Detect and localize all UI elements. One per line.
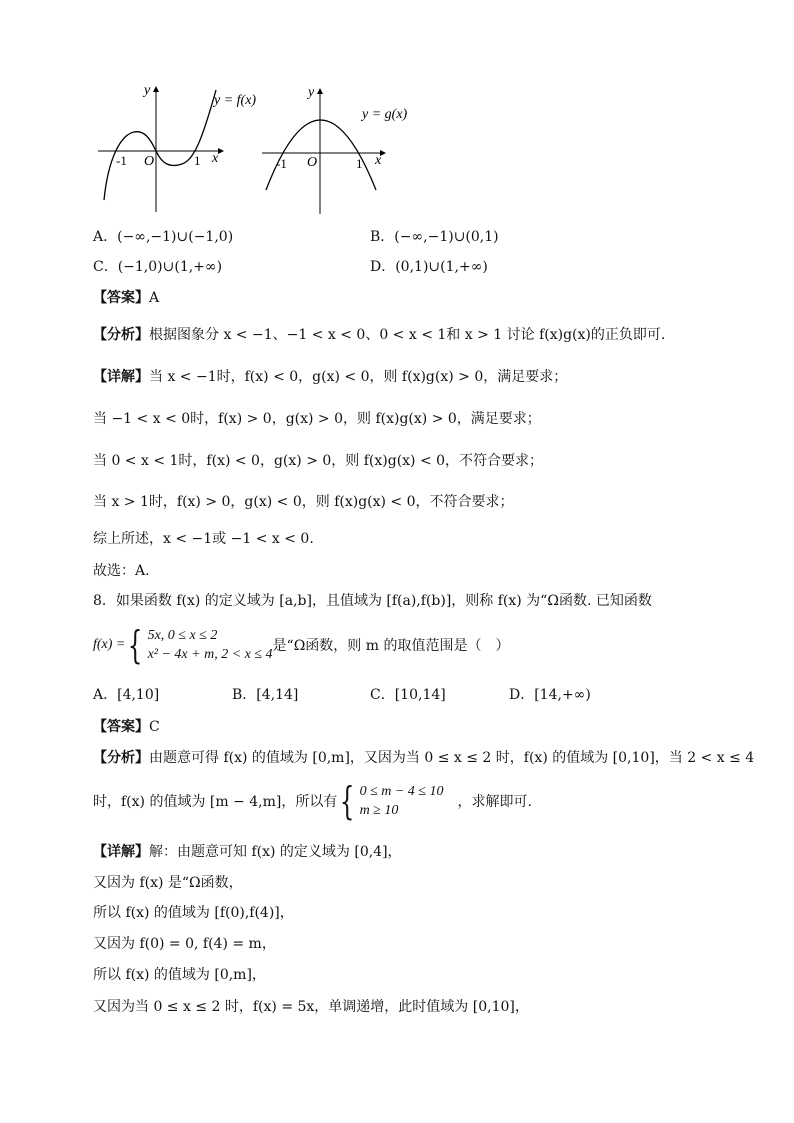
answer-tag: 【答案】 [93,290,149,306]
f-y-arrow [153,86,159,92]
q8-detail-line-1 [93,842,402,862]
q7-option-b: B．(−∞,−1)∪(0,1) [370,229,499,245]
f-curve [104,90,216,200]
function-graphs-figure [90,80,430,220]
f-axis-x-label: x [212,151,219,166]
q7-option-a: A．(−∞,−1)∪(−1,0) [93,229,234,245]
q7-summary: 综上所述，x < −1或 −1 < x < 0. [93,531,314,547]
g-origin-label: O [307,155,318,170]
q7-option-d: D．(0,1)∪(1,+∞) [370,259,488,275]
q7-detail-line-1 [93,367,567,387]
detail-text: 当 x < −1时，f(x) < 0，g(x) < 0，则 f(x)g(x) > 0，满足要求； [149,369,568,385]
left-brace: { [340,779,355,823]
g-y-arrow [317,88,323,94]
g-curve [266,120,376,190]
q7-option-c: C．(−1,0)∪(1,+∞) [93,259,223,275]
system-row-2: m ≥ 10 [359,803,399,818]
g-axis-x-label: x [375,153,382,168]
analysis-tag: 【分析】 [93,750,149,766]
g-tick-neg1: -1 [276,156,287,171]
q8-analysis-line-1 [93,748,754,768]
answer-tag: 【答案】 [93,719,149,735]
q8-detail-line-6: 又因为当 0 ≤ x ≤ 2 时，f(x) = 5x，单调递增，此时值域为 [0,10]， [93,999,529,1015]
q7-analysis [93,325,665,345]
f-origin-label: O [144,154,155,169]
f-axis-y-label: y [144,83,151,98]
q7-detail-line-4: 当 x > 1时，f(x) > 0，g(x) < 0，则 f(x)g(x) < 0，不符合要求； [93,494,514,510]
system-row-1: 0 ≤ m − 4 ≤ 10 [359,784,444,799]
analysis-pre: 时，f(x) 的值域为 [m − 4,m]，所以有 [93,794,338,810]
f-x-arrow [218,148,224,154]
q7-answer [93,288,159,308]
analysis-text: 由题意可得 f(x) 的值域为 [0,m]，又因为当 0 ≤ x ≤ 2 时，f(x) 的值域为 [0,10]，当 2 < x ≤ 4 [149,750,755,766]
piecewise-cases [148,626,273,664]
q8-piecewise-function [93,623,510,667]
q8-detail-line-4: 又因为 f(0) = 0, f(4) = m， [93,936,276,952]
q8-option-d: D．[14,+∞) [509,687,591,703]
answer-value: C [149,719,160,735]
detail-tag: 【详解】 [93,844,149,860]
analysis-tag: 【分析】 [93,327,149,343]
q8-option-b: B．[4,14] [232,687,299,703]
case-2: x² − 4x + m, 2 < x ≤ 4 [147,647,273,662]
detail-text: 解：由题意可知 f(x) 的定义域为 [0,4]， [149,844,402,860]
q8-detail-line-2: 又因为 f(x) 是“Ω函数， [93,875,243,891]
analysis-post: ，求解即可. [457,794,532,810]
q8-option-a: A．[4,10] [93,687,160,703]
q7-choose: 故选：A. [93,563,150,579]
analysis-text: 根据图象分 x < −1、−1 < x < 0、0 < x < 1和 x > 1 讨论 f(x)g(x)的正负即可. [149,327,666,343]
f-function-label: y = f(x) [214,93,257,108]
q8-stem-line-2: 是“Ω函数，则 m 的取值范围是（ ） [272,638,510,654]
func-lhs: f(x) = [93,637,126,652]
left-brace: { [128,623,143,667]
g-function-label: y = g(x) [362,107,408,122]
f-tick-1: 1 [194,153,201,168]
inequality-system [360,782,444,820]
q7-detail-line-3: 当 0 < x < 1时，f(x) < 0，g(x) > 0，则 f(x)g(x) < 0，不符合要求； [93,453,544,469]
f-tick-neg1: -1 [116,153,127,168]
detail-tag: 【详解】 [93,369,149,385]
answer-value: A [149,290,160,306]
g-tick-1: 1 [356,156,363,171]
case-1: 5x, 0 ≤ x ≤ 2 [147,628,218,643]
q8-option-c: C．[10,14] [370,687,446,703]
q8-detail-line-3: 所以 f(x) 的值域为 [f(0),f(4)]， [93,905,294,921]
q8-stem-line-1: 8．如果函数 f(x) 的定义域为 [a,b]，且值域为 [f(a),f(b)]，则称 f(x) 为“Ω函数. 已知函数 [93,593,652,609]
q8-detail-line-5: 所以 f(x) 的值域为 [0,m]， [93,967,266,983]
q8-answer [93,717,160,737]
q8-analysis-line-2 [93,779,532,823]
g-axis-y-label: y [308,85,315,100]
q7-detail-line-2: 当 −1 < x < 0时，f(x) > 0，g(x) > 0，则 f(x)g(x) > 0，满足要求； [93,411,541,427]
